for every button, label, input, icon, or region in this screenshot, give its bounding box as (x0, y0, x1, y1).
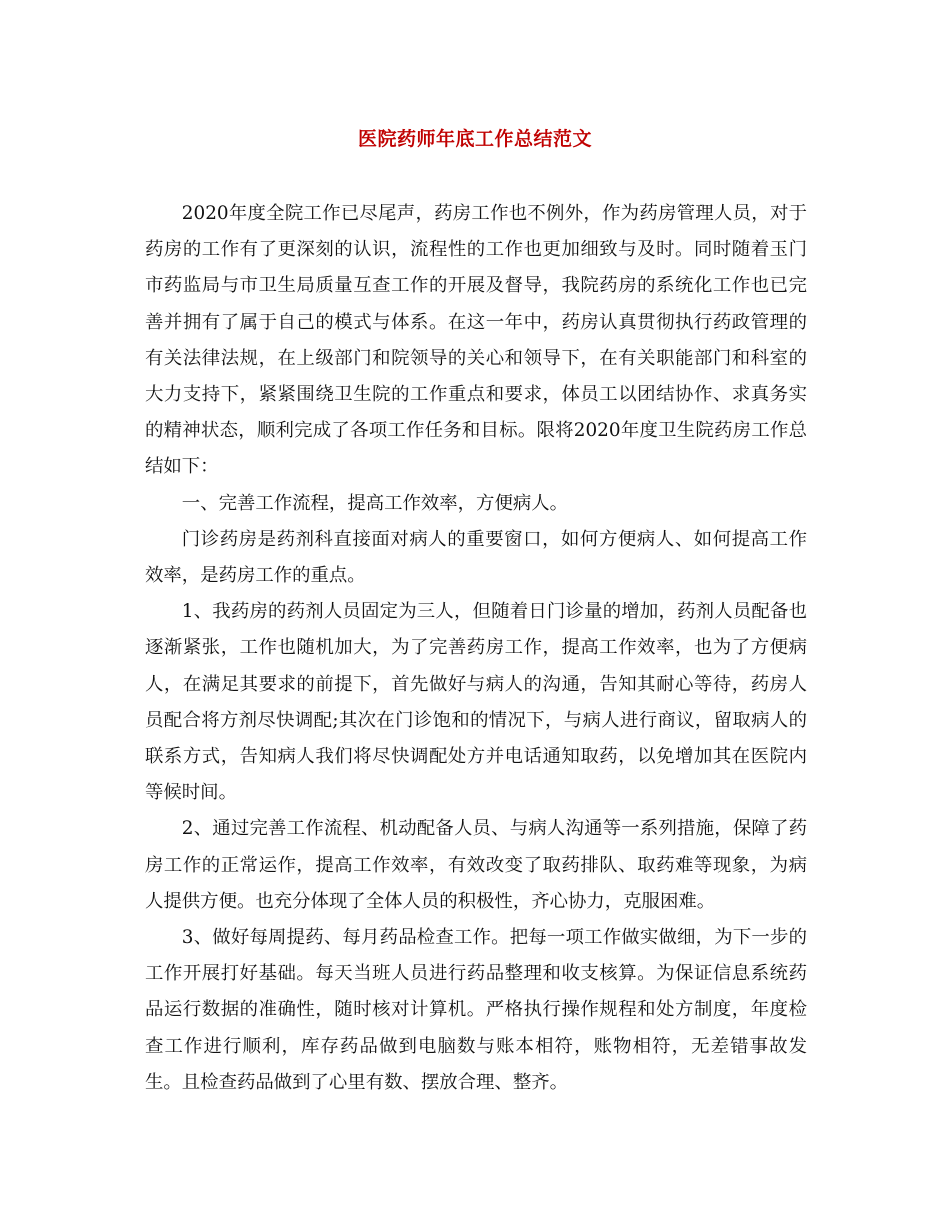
section-heading-1: 一、完善工作流程，提高工作效率，方便病人。 (181, 492, 569, 514)
paragraph-intro: 2020年度全院工作已尽尾声，药房工作也不例外，作为药房管理人员，对于药房的工作有了更深刻的认识，流程性的工作也更加细致与及时。同时随着玉门市药监局与市卫生局质量互查工作的开展及督导，我院药房的系统化工作也已完善并拥有了属于自己的模式与体系。在这一年中，药房认真贯彻执行药政管理的有关法律法规，在上级部门和院领导的关心和领导下，在有关职能部门和科室的大力支持下，紧紧围绕卫生院的工作重点和要求，体员工以团结协作、求真务实的精神状态，顺利完成了各项工作任务和目标。限将2020年度卫生院药房工作总结如下： (145, 203, 807, 478)
paragraph-outpatient: 门诊药房是药剂科直接面对病人的重要窗口，如何方便病人、如何提高工作效率，是药房工作的重点。 (145, 528, 807, 587)
paragraph-item-1: 1、我药房的药剂人员固定为三人，但随着日门诊量的增加，药剂人员配备也逐渐紧张，工作也随机加大，为了完善药房工作，提高工作效率，也为了方便病人，在满足其要求的前提下，首先做好与病人的沟通，告知其耐心等待，药房人员配合将方剂尽快调配;其次在门诊饱和的情况下，与病人进行商议，留取病人的联系方式，告知病人我们将尽快调配处方并电话通知取药，以免增加其在医院内等候时间。 (145, 601, 807, 804)
paragraph-item-2: 2、通过完善工作流程、机动配备人员、与病人沟通等一系列措施，保障了药房工作的正常运作，提高工作效率，有效改变了取药排队、取药难等现象，为病人提供方便。也充分体现了全体人员的积极性，齐心协力，克服困难。 (145, 818, 807, 912)
paragraph-item-3: 3、做好每周提药、每月药品检查工作。把每一项工作做实做细，为下一步的工作开展打好基础。每天当班人员进行药品整理和收支核算。为保证信息系统药品运行数据的准确性，随时核对计算机。严格执行操作规程和处方制度，年度检查工作进行顺利，库存药品做到电脑数与账本相符，账物相符，无差错事故发生。且检查药品做到了心里有数、摆放合理、整齐。 (145, 927, 807, 1093)
document-title: 医院药师年底工作总结范文 (357, 128, 592, 150)
document-body (145, 196, 807, 1101)
